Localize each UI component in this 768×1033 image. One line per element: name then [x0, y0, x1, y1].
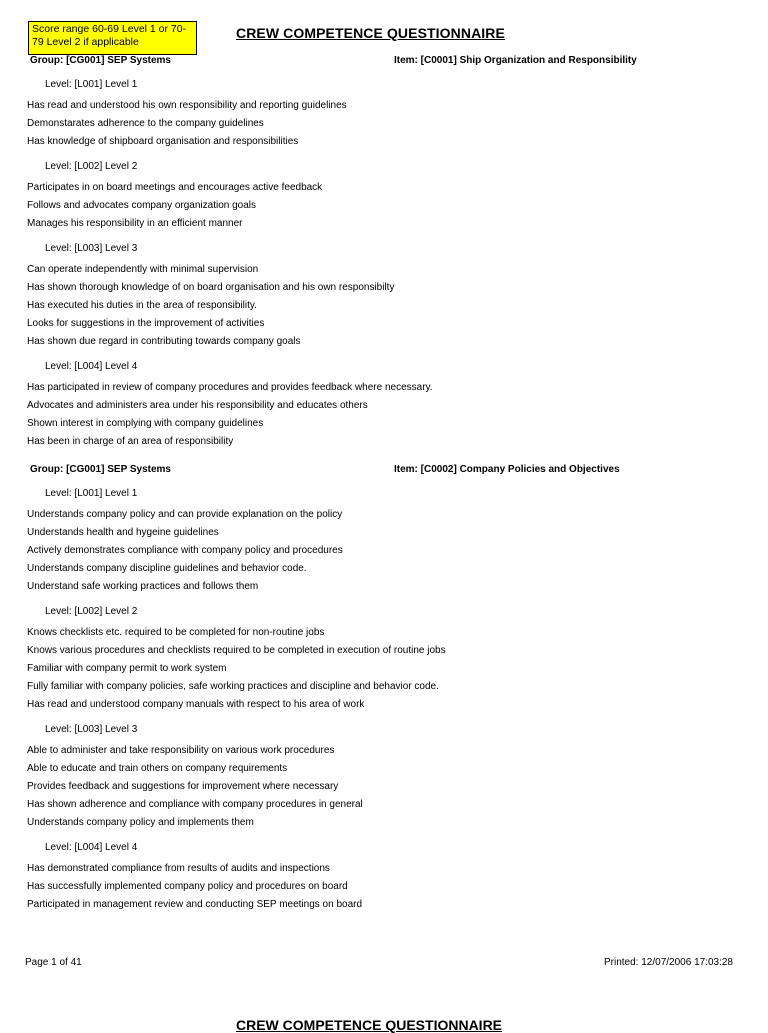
- level-heading: Level: [L002] Level 2: [45, 161, 138, 172]
- criterion-item: Fully familiar with company policies, safe working practices and discipline and behavior code.: [27, 681, 439, 692]
- level-heading: Level: [L004] Level 4: [45, 361, 138, 372]
- criterion-item: Understands company policy and implements them: [27, 817, 254, 828]
- criterion-item: Follows and advocates company organization goals: [27, 200, 257, 211]
- criterion-item: Has knowledge of shipboard organisation and responsibilities: [27, 136, 299, 147]
- criterion-item: Participates in on board meetings and encourages active feedback: [27, 182, 323, 193]
- level-heading: Level: [L003] Level 3: [45, 724, 138, 735]
- group-heading: Group: [CG001] SEP Systems: [30, 55, 171, 66]
- page-title: CREW COMPETENCE QUESTIONNAIRE: [236, 25, 505, 41]
- criterion-item: Has executed his duties in the area of responsibility.: [27, 300, 257, 311]
- level-heading: Level: [L001] Level 1: [45, 488, 138, 499]
- criterion-item: Understands company discipline guidelines and behavior code.: [27, 563, 307, 574]
- group-heading: Group: [CG001] SEP Systems: [30, 464, 171, 475]
- criterion-item: Actively demonstrates compliance with company policy and procedures: [27, 545, 343, 556]
- next-page-title: CREW COMPETENCE QUESTIONNAIRE: [236, 1017, 503, 1033]
- criterion-item: Demonstarates adherence to the company guidelines: [27, 118, 264, 129]
- criterion-item: Understand safe working practices and follows them: [27, 581, 259, 592]
- criterion-item: Familiar with company permit to work system: [27, 663, 227, 674]
- criterion-item: Provides feedback and suggestions for improvement where necessary: [27, 781, 339, 792]
- level-heading: Level: [L002] Level 2: [45, 606, 138, 617]
- criterion-item: Looks for suggestions in the improvement of activities: [27, 318, 265, 329]
- printed-timestamp: Printed: 12/07/2006 17:03:28: [604, 957, 733, 968]
- criterion-item: Shown interest in complying with company guidelines: [27, 418, 264, 429]
- level-heading: Level: [L003] Level 3: [45, 243, 138, 254]
- criterion-item: Understands company policy and can provide explanation on the policy: [27, 509, 343, 520]
- page-number: Page 1 of 41: [25, 957, 82, 968]
- score-range-note: Score range 60-69 Level 1 or 70-79 Level 2 if applicable: [28, 21, 197, 55]
- criterion-item: Knows checklists etc. required to be completed for non-routine jobs: [27, 627, 325, 638]
- criterion-item: Has shown adherence and compliance with company procedures in general: [27, 799, 363, 810]
- criterion-item: Has participated in review of company procedures and provides feedback where necessary.: [27, 382, 433, 393]
- criterion-item: Able to administer and take responsibility on various work procedures: [27, 745, 335, 756]
- level-heading: Level: [L004] Level 4: [45, 842, 138, 853]
- item-heading: Item: [C0002] Company Policies and Objectives: [394, 464, 620, 475]
- item-heading: Item: [C0001] Ship Organization and Responsibility: [394, 55, 637, 66]
- criterion-item: Participated in management review and conducting SEP meetings on board: [27, 899, 363, 910]
- criterion-item: Has successfully implemented company policy and procedures on board: [27, 881, 348, 892]
- criterion-item: Advocates and administers area under his responsibility and educates others: [27, 400, 368, 411]
- criterion-item: Understands health and hygeine guidelines: [27, 527, 219, 538]
- criterion-item: Has shown thorough knowledge of on board organisation and his own responsibilty: [27, 282, 395, 293]
- criterion-item: Can operate independently with minimal supervision: [27, 264, 259, 275]
- criterion-item: Knows various procedures and checklists required to be completed in execution of routine jobs: [27, 645, 446, 656]
- criterion-item: Has shown due regard in contributing towards company goals: [27, 336, 301, 347]
- criterion-item: Has read and understood company manuals with respect to his area of work: [27, 699, 365, 710]
- level-heading: Level: [L001] Level 1: [45, 79, 138, 90]
- criterion-item: Has demonstrated compliance from results of audits and inspections: [27, 863, 330, 874]
- criterion-item: Has read and understood his own responsibility and reporting guidelines: [27, 100, 347, 111]
- criterion-item: Manages his responsibility in an efficient manner: [27, 218, 243, 229]
- criterion-item: Able to educate and train others on company requirements: [27, 763, 288, 774]
- criterion-item: Has been in charge of an area of responsibility: [27, 436, 234, 447]
